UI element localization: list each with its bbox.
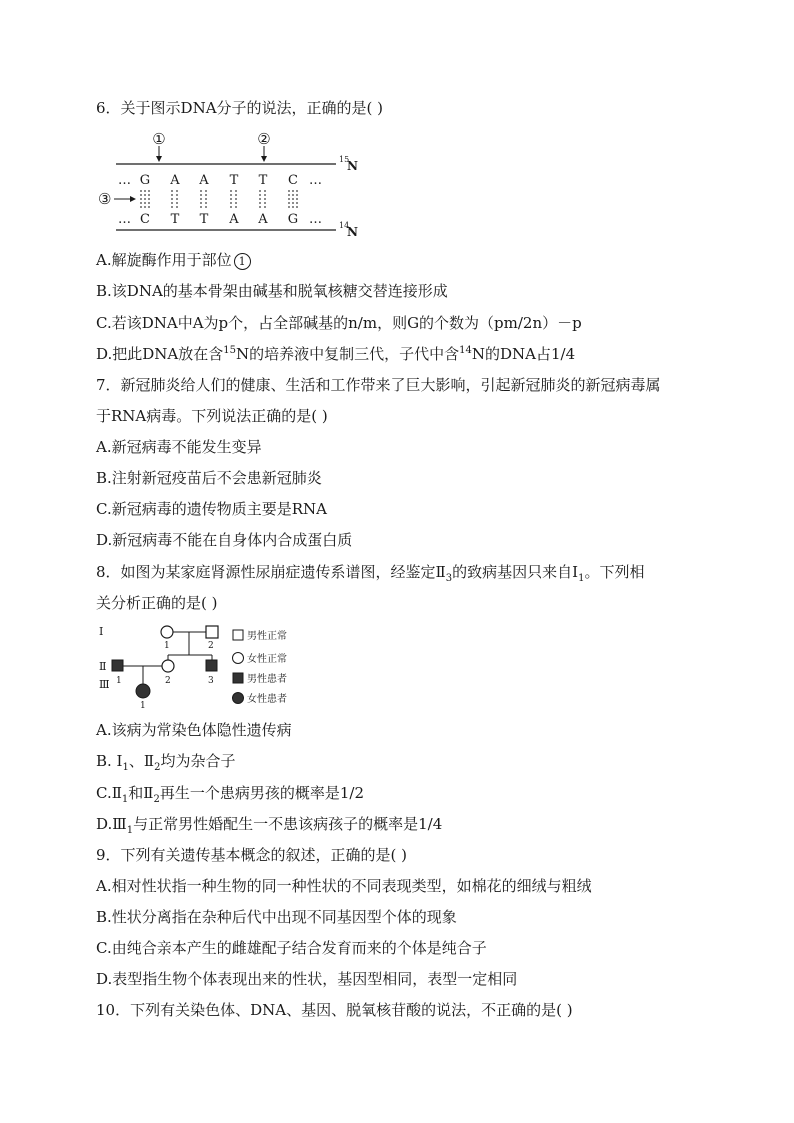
q8-option-a[interactable]: A.该病为常染色体隐性遗传病 <box>96 721 292 739</box>
circled-number-1: 1 <box>234 253 251 270</box>
I2-male-normal <box>206 626 218 638</box>
q9-option-c[interactable]: C.由纯合亲本产生的雌雄配子结合发育而来的个体是纯合子 <box>96 939 487 957</box>
II2-female-normal <box>162 660 174 672</box>
bottom-base-6: G <box>287 212 299 227</box>
q8-stem-line1: 8．如图为某家庭肾源性尿崩症遗传系谱图，经鉴定$Ⅱ_3$的致病基因只来自$Ⅰ_1$。下列相 <box>96 563 645 584</box>
marker-3-label: ③ <box>98 190 112 208</box>
II1-male-affected <box>112 660 123 671</box>
hydrogen-bonds <box>141 190 297 208</box>
q9-option-a[interactable]: A.相对性状指一种生物的同一种性状的不同表现类型，如棉花的细绒与粗绒 <box>96 877 592 895</box>
q7-stem-line1: 7．新冠肺炎给人们的健康、生活和工作带来了巨大影响，引起新冠肺炎的新冠病毒属 <box>96 376 661 394</box>
generation-II-label: Ⅱ <box>99 660 107 673</box>
legend-female-normal-label: 女性正常 <box>247 654 287 665</box>
marker-1-arrowhead <box>156 156 162 162</box>
q8-option-c[interactable]: $C.Ⅱ_1$和$Ⅱ_2$再生一个患病男孩的概率是1/2 <box>96 784 365 805</box>
q6-option-d[interactable]: D.把此DNA放在含$^{15}$N的培养液中复制三代，子代中含$^{14}$N的DNA占1/4 <box>96 345 576 363</box>
marker-2-arrowhead <box>261 156 267 162</box>
q10-stem: 10．下列有关染色体、DNA、基因、脱氧核苷酸的说法，不正确的是( ) <box>96 1001 573 1019</box>
II3-number: 3 <box>208 676 214 686</box>
generation-I-label: Ⅰ <box>99 625 104 638</box>
marker-3-arrowhead <box>130 196 136 202</box>
I2-number: 2 <box>208 641 214 651</box>
II2-number: 2 <box>165 676 171 686</box>
marker-2-label: ② <box>257 130 271 148</box>
q7-option-b[interactable]: B.注射新冠疫苗后不会患新冠肺炎 <box>96 469 322 487</box>
q9-option-b[interactable]: B.性状分离指在杂种后代中出现不同基因型个体的现象 <box>96 908 457 926</box>
q8-option-b[interactable]: B. $Ⅰ_1$、$Ⅱ_2$均为杂合子 <box>96 752 236 773</box>
legend-female-normal-symbol <box>233 653 244 664</box>
q8-stem-line2: 关分析正确的是( ) <box>96 594 218 612</box>
top-base-1: G <box>139 173 151 188</box>
top-base-4: T <box>229 173 239 188</box>
top-dots-right: … <box>309 173 322 188</box>
q9-option-d[interactable]: D.表型指生物个体表现出来的性状，基因型相同，表型一定相同 <box>96 970 518 988</box>
III1-number: 1 <box>140 701 146 711</box>
q7-stem-line2: 于RNA病毒。下列说法正确的是( ) <box>96 407 328 425</box>
top-isotope-mass: 15 <box>339 155 350 164</box>
bottom-base-4: A <box>229 212 239 227</box>
II1-number: 1 <box>116 676 122 686</box>
legend-male-normal-label: 男性正常 <box>247 631 287 642</box>
top-base-5: T <box>258 173 268 188</box>
top-isotope-element: N <box>347 159 358 173</box>
legend-female-affected-label: 女性患者 <box>247 694 287 705</box>
top-base-2: A <box>170 173 180 188</box>
q8-option-d[interactable]: $D.Ⅲ_1$与正常男性婚配生一不患该病孩子的概率是1/4 <box>96 815 443 836</box>
pedigree-chart <box>96 620 306 712</box>
III1-female-affected <box>136 684 150 698</box>
bottom-base-3: T <box>199 212 209 227</box>
marker-1-label: ① <box>152 130 166 148</box>
bottom-base-5: A <box>258 212 268 227</box>
q6-stem: 6．关于图示DNA分子的说法，正确的是( ) <box>96 99 384 117</box>
legend-male-affected-symbol <box>233 673 243 683</box>
q7-option-c[interactable]: C.新冠病毒的遗传物质主要是RNA <box>96 500 327 518</box>
bottom-isotope-mass: 14 <box>339 221 350 230</box>
bottom-base-1: C <box>140 212 150 227</box>
top-base-6: C <box>288 173 298 188</box>
q9-stem: 9．下列有关遗传基本概念的叙述，正确的是( ) <box>96 846 408 864</box>
legend-male-affected-label: 男性患者 <box>247 674 287 685</box>
bottom-isotope-element: N <box>347 225 358 238</box>
legend-female-affected-symbol <box>233 693 244 704</box>
I1-female-normal <box>161 626 173 638</box>
dna-diagram <box>96 124 358 238</box>
bottom-dots-right: … <box>309 212 322 227</box>
generation-III-label: Ⅲ <box>99 678 110 691</box>
I1-number: 1 <box>164 641 170 651</box>
bottom-dots-left: … <box>118 212 131 227</box>
q6-option-a[interactable]: A.解旋酶作用于部位 1 <box>96 250 706 270</box>
q7-option-d[interactable]: D.新冠病毒不能在自身体内合成蛋白质 <box>96 531 353 549</box>
top-base-3: A <box>199 173 209 188</box>
II3-male-affected <box>206 660 217 671</box>
q7-option-a[interactable]: A.新冠病毒不能发生变异 <box>96 438 262 456</box>
q6-option-b[interactable]: B.该DNA的基本骨架由碱基和脱氧核糖交替连接形成 <box>96 282 448 300</box>
bottom-base-2: T <box>170 212 180 227</box>
q6-option-c[interactable]: C.若该DNA中A为p个，占全部碱基的n/m，则G的个数为（pm/2n）－p <box>96 314 582 332</box>
top-dots-left: … <box>118 173 131 188</box>
legend-male-normal-symbol <box>233 630 243 640</box>
